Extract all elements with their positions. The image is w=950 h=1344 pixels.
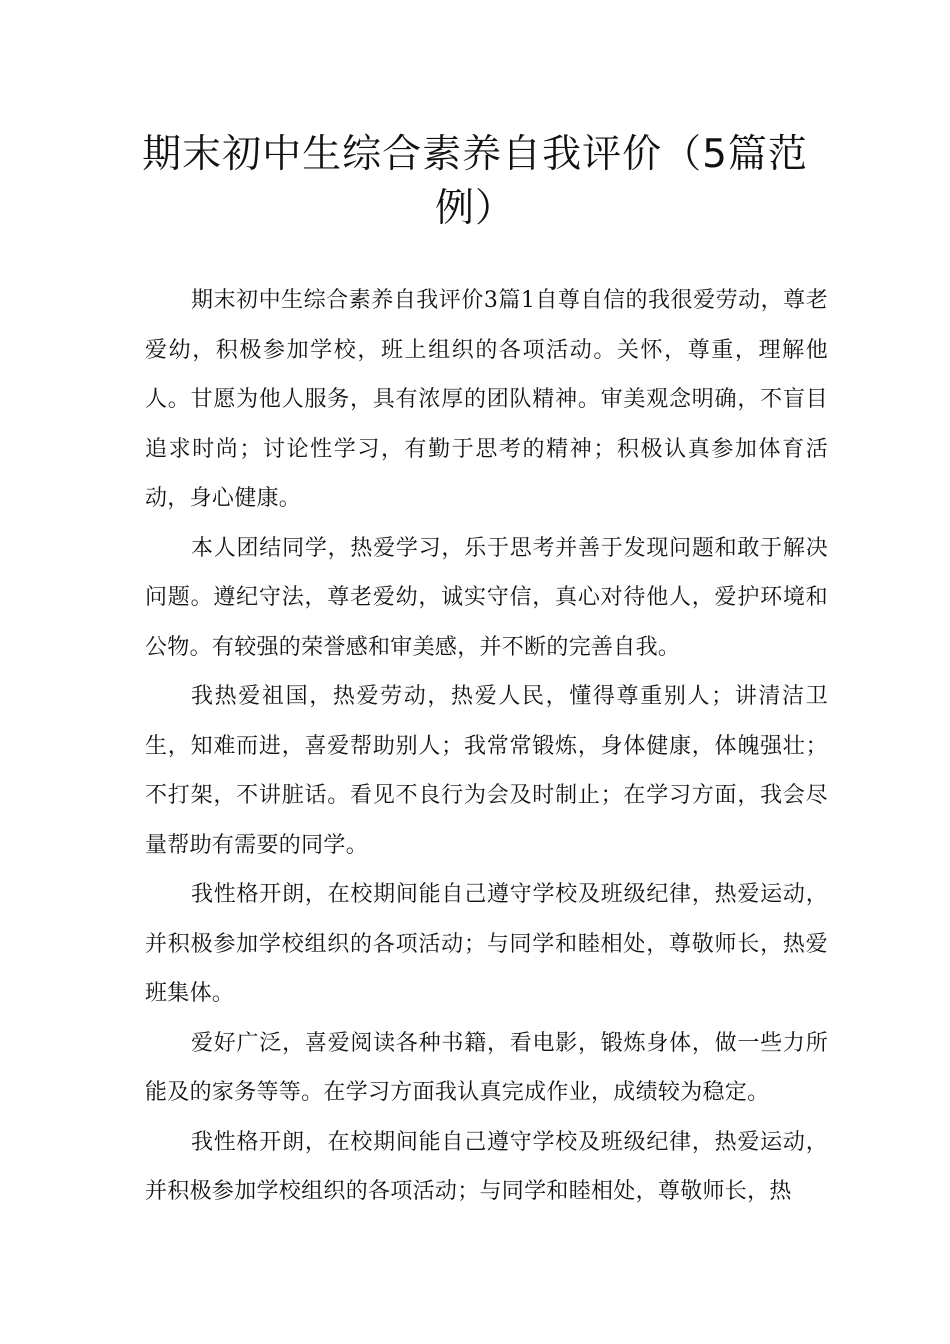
paragraph: 我热爱祖国，热爱劳动，热爱人民，懂得尊重别人；讲清洁卫生，知难而进，喜爱帮助别人；我常常锻炼，身体健康，体魄强壮；不打架，不讲脏话。看见不良行为会及时制止；在学习方面，我会尽量帮助有需要的同学。: [145, 684, 828, 858]
paragraph: 期末初中生综合素养自我评价3篇1自尊自信的我很爱劳动，尊老爱幼，积极参加学校，班上组织的各项活动。关怀，尊重，理解他人。甘愿为他人服务，具有浓厚的团队精神。审美观念明确，不盲目追求时尚；讨论性学习，有勤于思考的精神；积极认真参加体育活动，身心健康。: [145, 288, 828, 511]
paragraph: 我性格开朗，在校期间能自己遵守学校及班级纪律，热爱运动，并积极参加学校组织的各项活动；与同学和睦相处，尊敬师长，热: [145, 1129, 828, 1204]
document-body: [145, 276, 828, 1217]
paragraph: 本人团结同学，热爱学习，乐于思考并善于发现问题和敢于解决问题。遵纪守法，尊老爱幼，诚实守信，真心对待他人，爱护环境和公物。有较强的荣誉感和审美感，并不断的完善自我。: [145, 535, 828, 660]
paragraph: 我性格开朗，在校期间能自己遵守学校及班级纪律，热爱运动，并积极参加学校组织的各项活动；与同学和睦相处，尊敬师长，热爱班集体。: [145, 882, 828, 1006]
document-title: 期末初中生综合素养自我评价（5篇范例）: [142, 132, 808, 231]
paragraph: 爱好广泛，喜爱阅读各种书籍，看电影，锻炼身体，做一些力所能及的家务等等。在学习方面我认真完成作业，成绩较为稳定。: [145, 1030, 828, 1105]
